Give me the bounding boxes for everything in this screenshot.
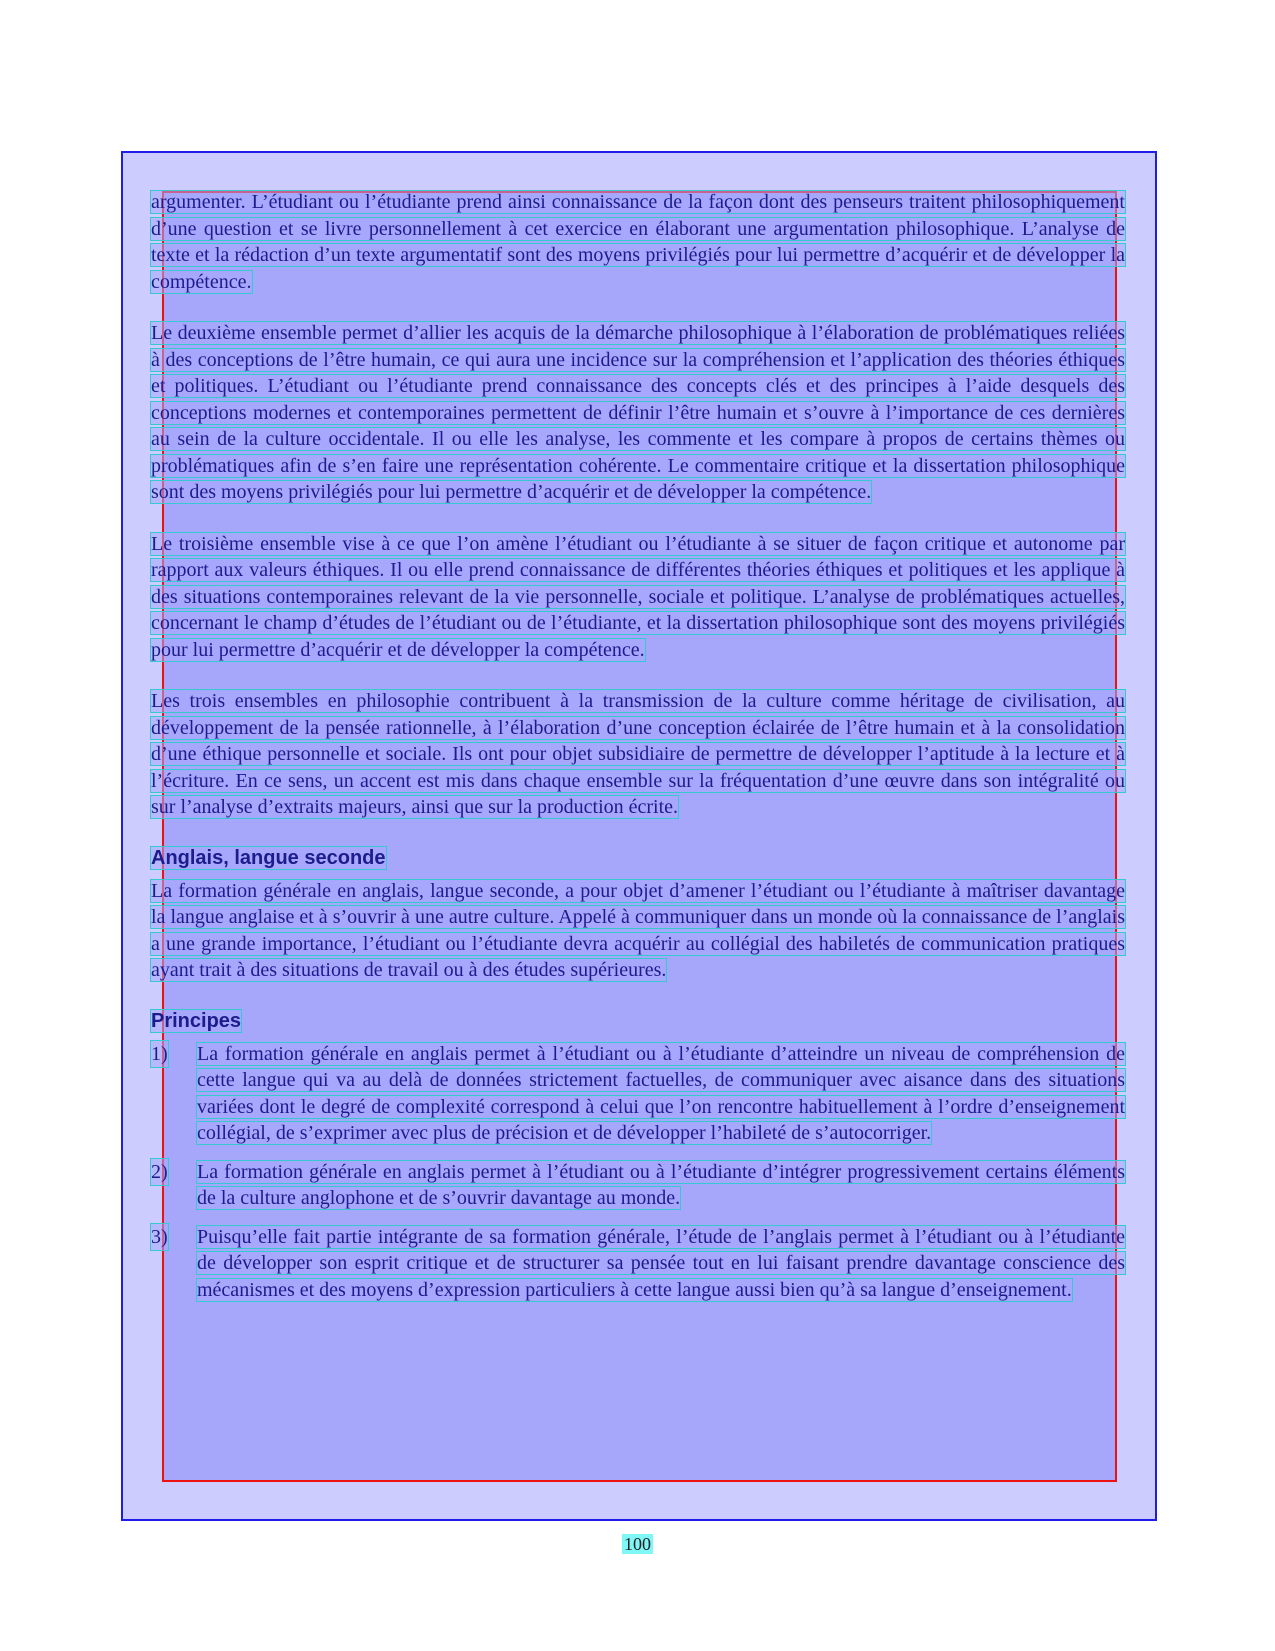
list-item-number: 1) — [151, 1041, 168, 1068]
paragraph: Le troisième ensemble vise à ce que l’on amène l’étudiant ou l’étudiante à se situer de façon critique et autonome par rapport aux valeurs éthiques. Il ou elle prend connaissance de différentes théories éthiques et politiques et les applique à des situations contemporaines relevant de la vie personnelle, sociale et politique. L’analyse de problématiques actuelles, concernant le champ d’études de l’étudiant ou de l’étudiante, et la dissertation philosophique sont des moyens privilégiés pour lui permettre d’acquérir et de développer la compétence. — [151, 532, 1125, 661]
list-item — [151, 1224, 1125, 1304]
list-item-number: 2) — [151, 1159, 168, 1186]
list-item-number: 3) — [151, 1224, 168, 1251]
list-item-text: Puisqu’elle fait partie intégrante de sa formation générale, l’étude de l’anglais permet à l’étudiant ou à l’étudiante de développer son esprit critique et de structurer sa pensée tout en lui faisant prendre davantage conscience des mécanismes et des moyens d’expression particuliers à cette langue aussi bien qu’à sa langue d’enseignement. — [197, 1225, 1125, 1301]
list-item-text: La formation générale en anglais permet à l’étudiant ou à l’étudiante d’atteindre un niveau de compréhension de cette langue qui va au delà de données strictement factuelles, de communiquer avec aisance dans des situations variées dont le degré de complexité correspond à celui que l’on rencontre habituellement à l’ordre d’enseignement collégial, de s’exprimer avec plus de précision et de développer l’habileté de s’autocorriger. — [197, 1042, 1125, 1144]
paragraph: Les trois ensembles en philosophie contribuent à la transmission de la culture comme héritage de civilisation, au développement de la pensée rationnelle, à l’élaboration d’une conception éclairée de l’être humain et à la consolidation d’une éthique personnelle et sociale. Ils ont pour objet subsidiaire de permettre de développer l’aptitude à la lecture et à l’écriture. En ce sens, un accent est mis dans chaque ensemble sur la fréquentation d’une œuvre dans son intégralité ou sur l’analyse d’extraits majeurs, ainsi que sur la production écrite. — [151, 690, 1125, 818]
paragraph: argumenter. L’étudiant ou l’étudiante prend ainsi connaissance de la façon dont des penseurs traitent philosophiquement d’une question et se livre personnellement à cet exercice en élaborant une argumentation philosophique. L’analyse de texte et la rédaction d’un texte argumentatif sont des moyens privilégiés pour lui permettre d’acquérir et de développer la compétence. — [151, 191, 1125, 293]
list-item-text: La formation générale en anglais permet à l’étudiant ou à l’étudiante d’intégrer progressivement certains éléments de la culture anglophone et de s’ouvrir davantage au monde. — [197, 1160, 1125, 1209]
section-heading-principes: Principes — [151, 1009, 242, 1032]
paragraph: Le deuxième ensemble permet d’allier les acquis de la démarche philosophique à l’élaboration de problématiques reliées à des conceptions de l’être humain, ce qui aura une incidence sur la compréhension et l’application des théories éthiques et politiques. L’étudiant ou l’étudiante prend connaissance des concepts clés et des principes à l’aide desquels des conceptions modernes et contemporaines permettent de définir l’être humain et s’ouvre à l’importance de ces dernières au sein de la culture occidentale. Il ou elle les analyse, les commente et les compare à propos de certains thèmes ou problématiques afin de s’en faire une représentation cohérente. Le commentaire critique et la dissertation philosophique sont des moyens privilégiés pour lui permettre d’acquérir et de développer la compétence. — [151, 322, 1125, 503]
section-heading-english: Anglais, langue seconde — [151, 846, 386, 869]
page-content — [151, 189, 1125, 1315]
list-item — [151, 1159, 1125, 1212]
list-item — [151, 1041, 1125, 1147]
paragraph-english: La formation générale en anglais, langue seconde, a pour objet d’amener l’étudiant ou l’étudiante à maîtriser davantage la langue anglaise et à s’ouvrir à une autre culture. Appelé à communiquer dans un monde où la connaissance de l’anglais a une grande importance, l’étudiant ou l’étudiante devra acquérir au collégial des habiletés de communication pratiques ayant trait à des situations de travail ou à des études supérieures. — [151, 879, 1125, 981]
page-number: 100 — [624, 1534, 651, 1554]
